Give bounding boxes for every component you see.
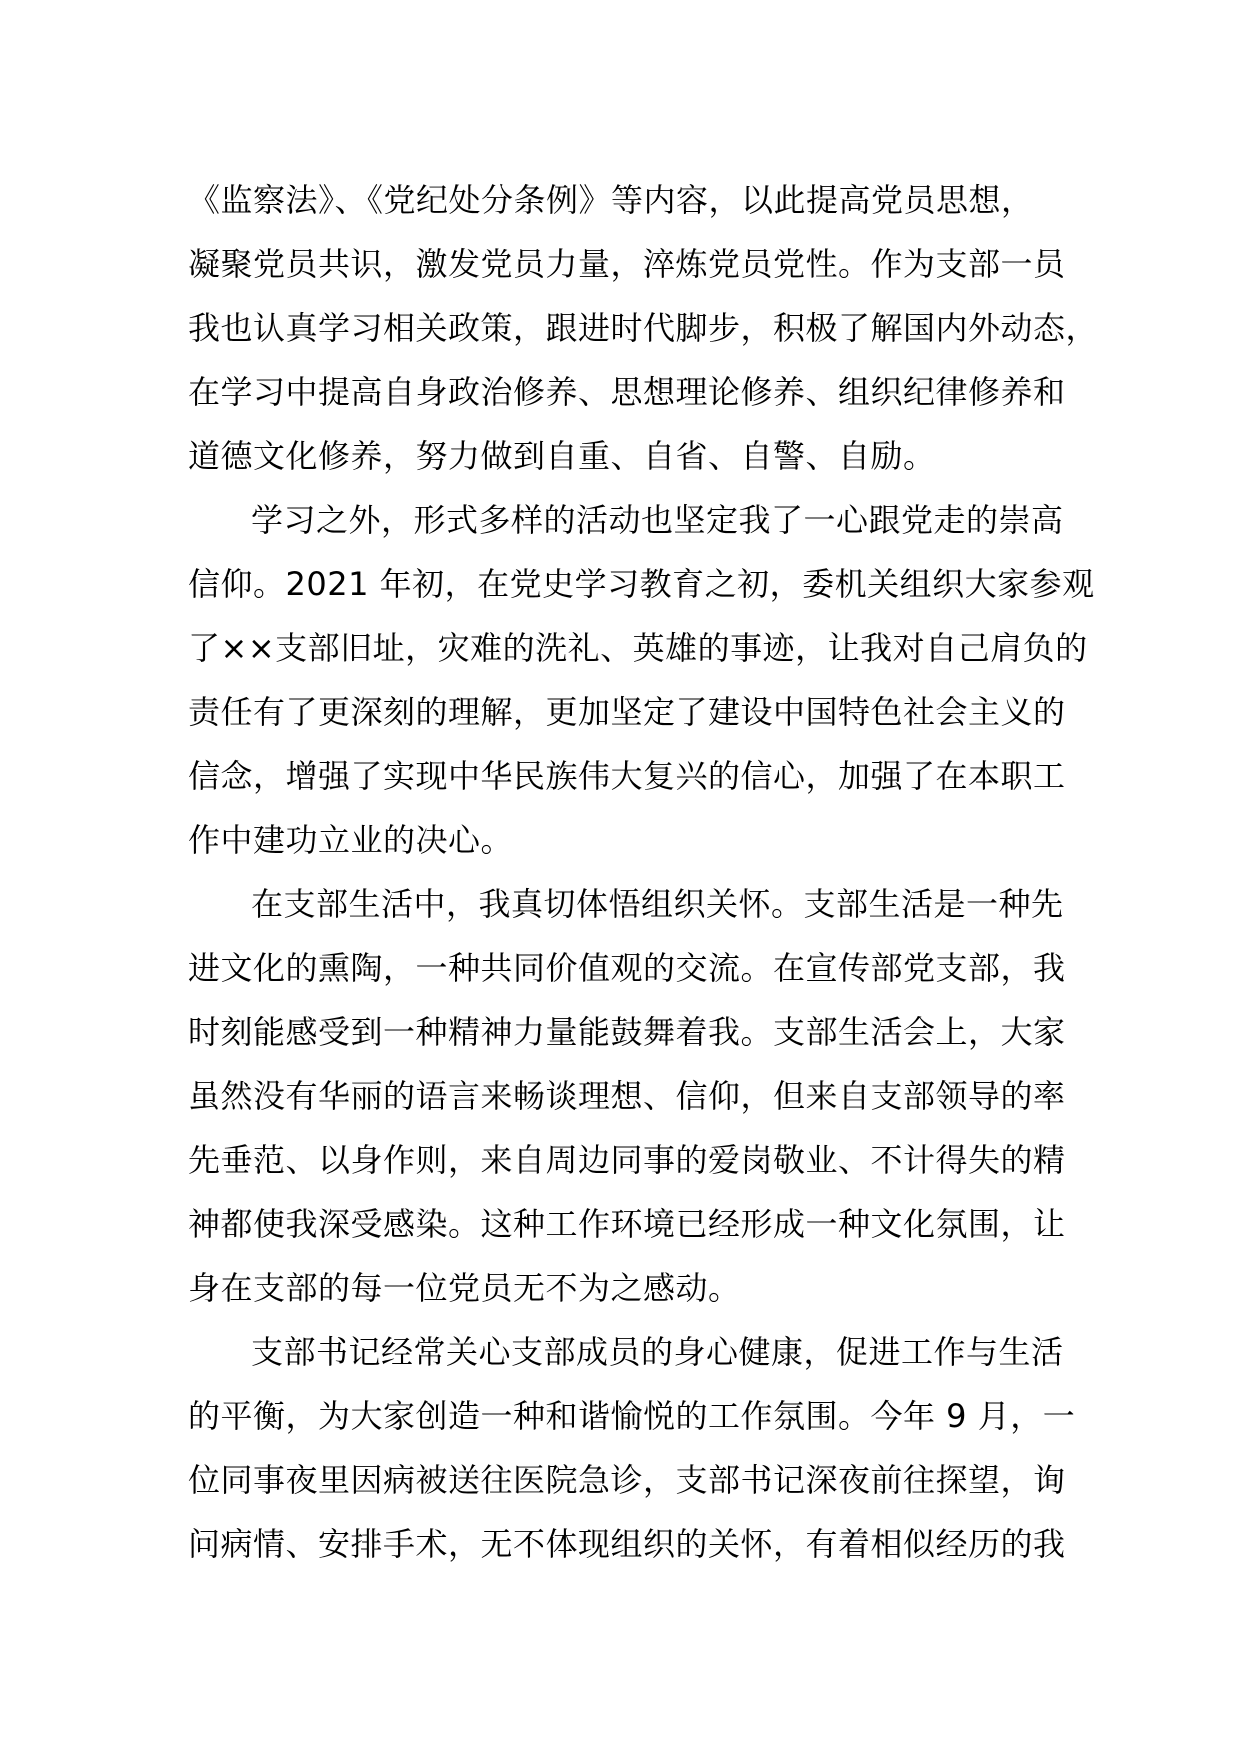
text-line: 问病情、安排手术，无不体现组织的关怀，有着相似经历的我 [188,1525,1066,1563]
text-line: 作中建功立业的决心。 [188,821,514,859]
text-line: 信念，增强了实现中华民族伟大复兴的信心，加强了在本职工 [188,757,1066,795]
text-line: 的平衡，为大家创造一种和谐愉悦的工作氛围。今年 9 月，一 [188,1397,1076,1435]
paragraph-first-line: 学习之外，形式多样的活动也坚定我了一心跟党走的崇高 [251,501,1064,539]
text-line: 了××支部旧址，灾难的洗礼、英雄的事迹，让我对自己肩负的 [188,629,1088,667]
paragraph-first-line: 支部书记经常关心支部成员的身心健康，促进工作与生活 [251,1333,1064,1371]
text-line: 先垂范、以身作则，来自周边同事的爱岗敬业、不计得失的精 [188,1141,1066,1179]
text-line: 时刻能感受到一种精神力量能鼓舞着我。支部生活会上，大家 [188,1013,1066,1051]
text-line: 责任有了更深刻的理解，更加坚定了建设中国特色社会主义的 [188,693,1066,731]
text-line: 我也认真学习相关政策，跟进时代脚步，积极了解国内外动态， [188,309,1099,347]
text-line: 神都使我深受感染。这种工作环境已经形成一种文化氛围，让 [188,1205,1066,1243]
text-line: 在学习中提高自身政治修养、思想理论修养、组织纪律修养和 [188,373,1066,411]
paragraph-first-line: 在支部生活中，我真切体悟组织关怀。支部生活是一种先 [251,885,1064,923]
text-line: 位同事夜里因病被送往医院急诊，支部书记深夜前往探望，询 [188,1461,1066,1499]
text-line: 身在支部的每一位党员无不为之感动。 [188,1269,741,1307]
text-line: 虽然没有华丽的语言来畅谈理想、信仰，但来自支部领导的率 [188,1077,1066,1115]
text-line: 道德文化修养，努力做到自重、自省、自警、自励。 [188,437,936,475]
text-line: 进文化的熏陶，一种共同价值观的交流。在宣传部党支部，我 [188,949,1066,987]
text-line: 《监察法》、《党纪处分条例》等内容，以此提高党员思想， [188,181,1034,219]
text-line: 凝聚党员共识，激发党员力量，淬炼党员党性。作为支部一员 [188,245,1066,283]
text-line: 信仰。2021 年初，在党史学习教育之初，委机关组织大家参观 [188,565,1095,603]
